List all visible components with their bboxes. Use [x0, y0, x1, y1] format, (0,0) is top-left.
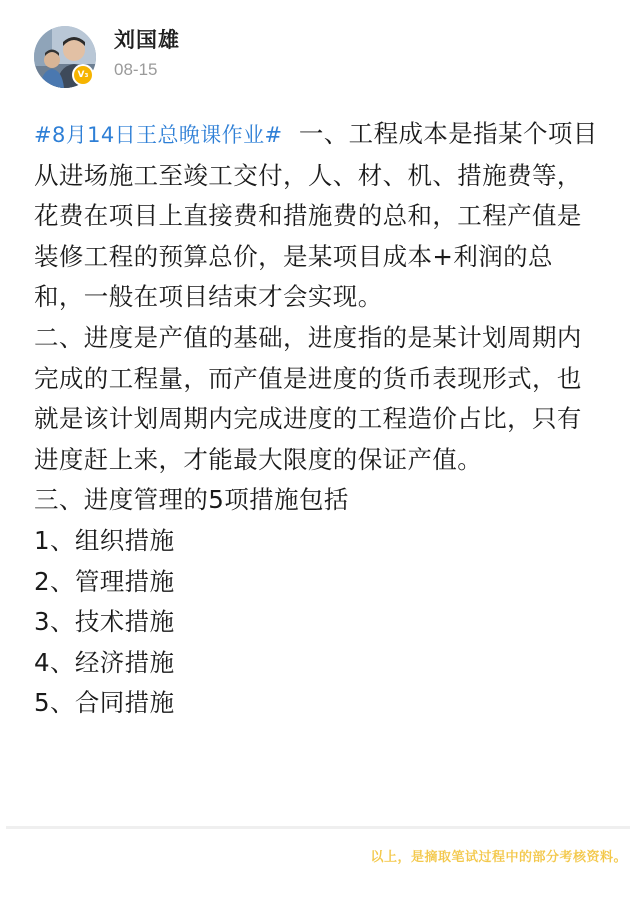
- author-name[interactable]: 刘国雄: [114, 28, 180, 52]
- list-item: 1、组织措施: [34, 525, 175, 555]
- hashtag-link[interactable]: #8月14日王总晚课作业#: [34, 123, 283, 147]
- post-paragraph-2: 二、进度是产值的基础，进度指的是某计划周期内完成的工程量，而产值是进度的货币表现形式，也就是该计划周期内完成进度的工程造价占比，只有进度赶上来，才能最大限度的保证产值。: [34, 322, 582, 474]
- post-paragraph-1-content: 一、工程成本是指某个项目从进场施工至竣工交付，人、材、机、措施费等，花费在项目上直接费和措施费的总和，工程产值是装修工程的预算总价，是某项目成本+利润的总和，一般在项目结束才会实现。: [34, 119, 598, 312]
- post-header: [0, 0, 635, 100]
- post-paragraph-1-text: [282, 119, 298, 148]
- post-paragraph-1: [34, 114, 600, 318]
- post-body: [34, 114, 600, 724]
- footer-note: 以上，是摘取笔试过程中的部分考核资料。: [370, 850, 627, 865]
- verified-badge-icon: V₃: [72, 64, 94, 86]
- list-item: 4、经济措施: [34, 647, 175, 677]
- list-item: 2、管理措施: [34, 566, 175, 596]
- list-item: 3、技术措施: [34, 607, 175, 637]
- post-date: 08-15: [114, 60, 158, 79]
- list-item: 5、合同措施: [34, 688, 175, 718]
- divider: [6, 826, 630, 829]
- post-paragraph-3: 三、进度管理的5项措施包括: [34, 485, 349, 515]
